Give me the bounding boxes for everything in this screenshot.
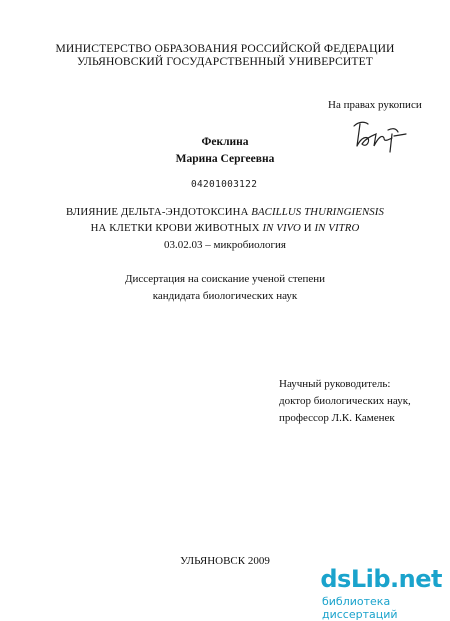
title-line-1: [0, 205, 450, 219]
title-line-1-text: ВЛИЯНИЕ ДЕЛЬТА-ЭНДОТОКСИНА: [66, 206, 252, 218]
watermark: [320, 565, 442, 621]
dissertation-line-2: кандидата биологических наук: [152, 290, 298, 302]
supervisor-name: профессор Л.К. Каменек: [279, 412, 395, 424]
university-line: УЛЬЯНОВСКИЙ ГОСУДАРСТВЕННЫЙ УНИВЕРСИТЕТ: [77, 55, 373, 68]
ministry-line: МИНИСТЕРСТВО ОБРАЗОВАНИЯ РОССИЙСКОЙ ФЕДЕРАЦИИ: [55, 42, 395, 55]
watermark-logo: dsLib.net: [320, 565, 442, 593]
author-name: Марина Сергеевна: [175, 153, 275, 165]
title-line-2-italic-2: IN VITRO: [314, 222, 360, 234]
title-line-2: [0, 221, 450, 235]
specialty: 03.02.03 – микробиология: [164, 239, 286, 251]
manuscript-rights: На правах рукописи: [328, 99, 422, 111]
dissertation-line-1: Диссертация на соискание ученой степени: [124, 273, 326, 285]
title-line-2-text: НА КЛЕТКИ КРОВИ ЖИВОТНЫХ: [90, 222, 263, 234]
document-number-stamp: 04201003122: [191, 179, 258, 190]
title-line-2-italic-1: IN VIVO: [262, 222, 301, 234]
supervisor-label: Научный руководитель:: [279, 378, 391, 390]
author-surname: Феклина: [201, 136, 249, 148]
title-line-2-mid: И: [300, 222, 315, 234]
supervisor-degree: доктор биологических наук,: [279, 395, 411, 407]
title-line-1-italic: BACILLUS THURINGIENSIS: [251, 206, 384, 218]
watermark-subtitle: библиотека диссертаций: [322, 595, 398, 621]
city-year: УЛЬЯНОВСК 2009: [180, 555, 270, 567]
